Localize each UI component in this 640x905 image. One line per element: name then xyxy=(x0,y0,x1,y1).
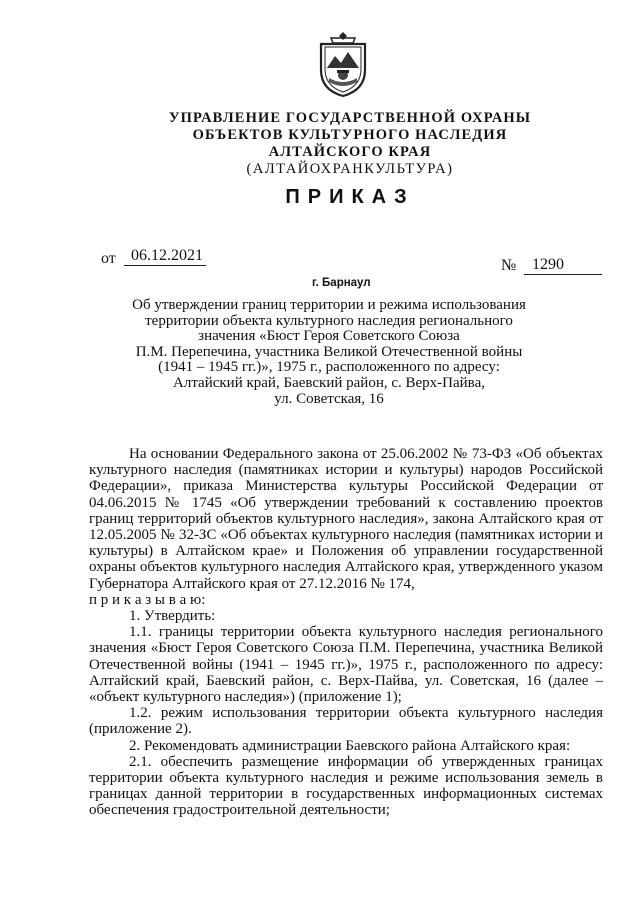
number-underline xyxy=(524,274,602,275)
item-2: 2. Рекомендовать администрации Баевского района Алтайского края: xyxy=(129,737,571,754)
subject-line: значения «Бюст Героя Советского Союза xyxy=(198,328,460,345)
org-name-line-3: АЛТАЙСКОГО КРАЯ xyxy=(268,144,432,160)
subject-line: Алтайский край, Баевский район, с. Верх-Пайва, xyxy=(173,374,485,391)
subject-line: территории объекта культурного наследия регионального xyxy=(145,312,513,329)
subject-line: ул. Советская, 16 xyxy=(274,390,384,407)
subject-line: (1941 – 1945 гг.)», 1975 г., расположенного по адресу: xyxy=(158,359,500,376)
date-underline xyxy=(124,265,206,266)
document-subject xyxy=(110,298,548,407)
paragraph-legal-basis: На основании Федерального закона от 25.06.2002 № 73-ФЗ «Об объектах культурного наследия (памятниках истории и культуры) народов Российской Федерации», приказа Министерства культуры Российской Федерации от 04.06.2015 № 1745 «Об утверждении требований к составлению проектов границ территорий объектов культурного наследия», закона Алтайского края от 12.05.2005 № 32-ЗС «Об объектах культурного наследия (памятниках истории и культуры) в Алтайском крае» и Положения об управлении государственной охраны объектов культурного наследия Алтайского края, утвержденного указом Губернатора Алтайского края от 27.12.2016 № 174, xyxy=(89,446,603,592)
city: г. Барнаул xyxy=(312,277,371,289)
org-name-line-1: УПРАВЛЕНИЕ ГОСУДАРСТВЕННОЙ ОХРАНЫ xyxy=(168,110,532,126)
document-title: ПРИКАЗ xyxy=(285,186,415,208)
item-1-1: 1.1. границы территории объекта культурного наследия регионального значения «Бюст Героя Советского Союза П.М. Перепечина, участника Великой Отечественной войны (1941 – 1945 гг.)», 1975 г., расположенного по адресу: Алтайский край, Баевский район, с. Верх-Пайва, ул. Советская, 16 (далее – «объект культурного наследия») (приложение 1); xyxy=(89,624,603,706)
org-abbreviation: (АЛТАЙОХРАНКУЛЬТУРА) xyxy=(246,161,454,177)
item-1-2: 1.2. режим использования территории объекта культурного наследия (приложение 2). xyxy=(89,705,603,738)
document-body xyxy=(89,446,603,819)
subject-line: Об утверждении границ территории и режима использования xyxy=(132,297,526,313)
document-number: 1290 xyxy=(532,256,564,273)
org-name-line-2: ОБЪЕКТОВ КУЛЬТУРНОГО НАСЛЕДИЯ xyxy=(192,127,508,143)
item-2-1: 2.1. обеспечить размещение информации об утвержденных границах территории объекта культурного наследия и режиме использования земель в границах данной территории в государственных информационных системах обеспечения градостроительной деятельности; xyxy=(89,753,603,819)
document-date: 06.12.2021 xyxy=(131,247,203,264)
number-sign: № xyxy=(501,257,517,274)
coat-of-arms-icon xyxy=(315,30,371,98)
subject-line: П.М. Перепечина, участника Великой Отечественной войны xyxy=(135,343,523,360)
date-prefix: от xyxy=(101,250,116,267)
order-word: п р и к а з ы в а ю: xyxy=(89,591,206,608)
item-1: 1. Утвердить: xyxy=(129,608,216,625)
